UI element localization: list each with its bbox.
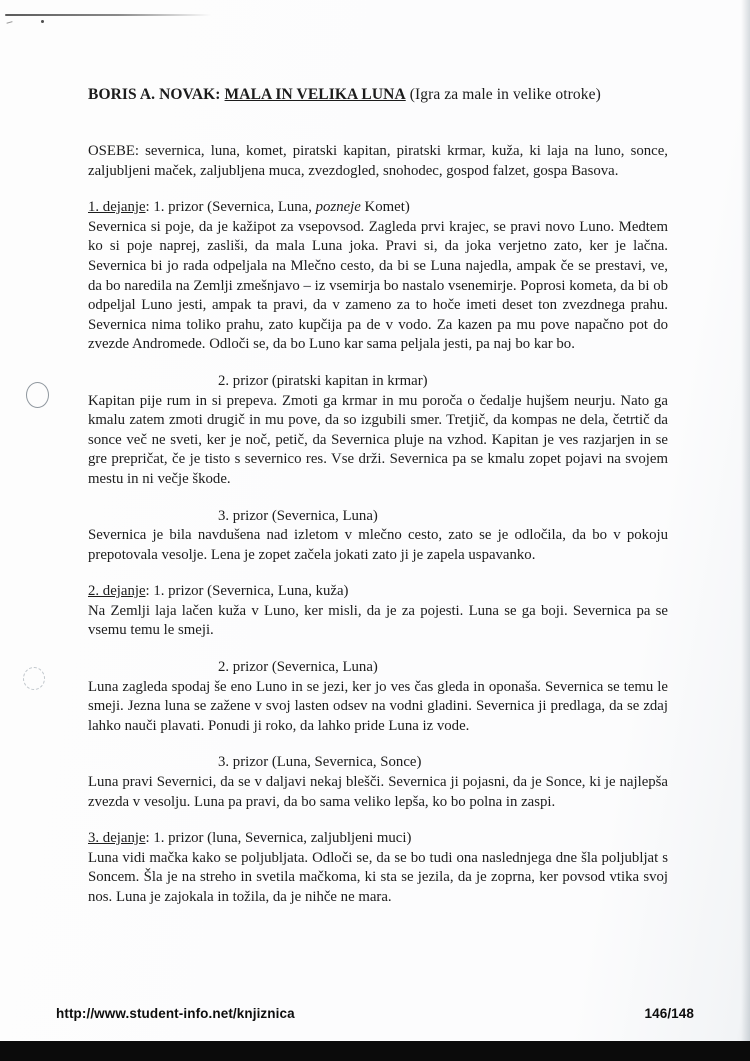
scene-heading xyxy=(88,372,668,392)
scene-heading xyxy=(88,753,668,773)
scene-heading-text: : 1. prizor (Severnica, Luna, kuža) xyxy=(145,583,349,600)
scan-top-line-artifact xyxy=(5,14,211,16)
page-title xyxy=(88,86,668,104)
footer-url: http://www.student-info.net/knjiznica xyxy=(56,1006,295,1021)
act-label: 1. dejanje xyxy=(88,199,146,216)
scene-heading-text: 2. prizor (Severnica, Luna) xyxy=(218,659,378,676)
scene-heading-tail: Komet) xyxy=(360,199,410,216)
script-section xyxy=(88,372,668,490)
scene-heading xyxy=(88,198,668,218)
script-section xyxy=(88,507,668,566)
act-label: 3. dejanje xyxy=(88,830,146,847)
document-content xyxy=(88,86,668,908)
scene-heading-text: : 1. prizor (luna, Severnica, zaljubljeni muci) xyxy=(145,830,412,847)
scene-heading-italic: pozneje xyxy=(315,199,361,216)
script-section xyxy=(88,198,668,355)
scene-summary: Luna vidi mačka kako se poljubljata. Odloči se, da se bo tudi ona naslednjega dne šla poljubljat s Soncem. Šla je na streho in svetila mačkoma, ki sta se jezila, da je zoprna, ker povsod vtika svoj nos. Luna je zajokala in tožila, da je nihče ne mara. xyxy=(88,849,668,905)
scene-heading xyxy=(88,658,668,678)
script-section xyxy=(88,582,668,641)
script-sections xyxy=(88,198,668,907)
scene-heading-text: 2. prizor (piratski kapitan in krmar) xyxy=(218,372,428,389)
page-edge-shading xyxy=(741,0,750,1061)
scene-summary: Luna zagleda spodaj še eno Luno in se jezi, ker jo ves čas gleda in oponaša. Severnica se temu le smeji. Jezna luna se zažene v svoj lasten odsev na vodni gladini. Severnica ji predlaga, da se zdaj lahko nauči plavati. Ponudi ji roko, da lahko pride Luna iz vode. xyxy=(88,678,668,734)
act-label: 2. dejanje xyxy=(88,583,146,600)
scene-heading-text: 3. prizor (Luna, Severnica, Sonce) xyxy=(218,754,422,771)
scene-summary: Luna pravi Severnici, da se v daljavi nekaj blešči. Severnica ji pojasni, da je Sonce, ki je najlepša zvezda v vesolju. Luna pa pravi, da bo sama veliko lepša, ko bo polna in zaspi. xyxy=(88,774,668,810)
cast-paragraph: OSEBE: severnica, luna, komet, piratski kapitan, piratski krmar, kuža, ki laja na luno, sonce, zaljubljeni maček, zaljubljena muca, zvezdogled, snohodec, gospod falzet, gospa Basova. xyxy=(88,143,668,179)
scan-squiggle-artifact xyxy=(5,17,12,23)
scene-heading-text: : 1. prizor (Severnica, Luna, xyxy=(145,199,316,216)
title-main: MALA IN VELIKA LUNA xyxy=(224,86,406,103)
scene-summary: Na Zemlji laja lačen kuža v Luno, ker misli, da je za pojesti. Luna se ga boji. Severnica pa se vsemu temu le smeji. xyxy=(88,602,668,639)
hole-punch-mark-bottom xyxy=(23,667,45,690)
scene-heading-text: 3. prizor (Severnica, Luna) xyxy=(218,507,378,524)
scene-summary: Kapitan pije rum in si prepeva. Zmoti ga krmar in mu poroča o čedalje hujšem neurju. Nato ga kmalu zatem zmoti drugič in mu pove, da so izgubili smer. Tretjič, da kompas ne dela, četrtič da sonce več ne sveti, ker je noč, petič, da Severnica pluje na vzhod. Kapitan je ves razjarjen in se gre prepričat, če je tisto s severnico res. Vse drži. Severnica pa se kmalu zopet pojavi na svojem mestu in ni večje škode. xyxy=(88,392,668,487)
scan-bottom-bar xyxy=(0,1041,750,1061)
scene-heading xyxy=(88,582,668,602)
script-section xyxy=(88,753,668,812)
scan-dot-artifact xyxy=(41,20,44,23)
scene-summary: Severnica si poje, da je kažipot za vsepovsod. Zagleda prvi krajec, se pravi novo Luno. Medtem ko si poje naprej, zasliši, da mala Luna joka. Pravi si, da joka verjetno zato, ker je lačna. Severnica bi jo rada odpeljala na Mlečno cesto, da bi se Luna najedla, ampak če se prestavi, ve, da bo naredila na Zemlji zmešnjavo – iz vsemirja bo nastalo vsenemirje. Poprosi kometa, da bi ob odpeljal Luno jesti, ampak ta pravi, da v zameno za to hoče imeti deset ton zvezdnega prahu. Severnica nima toliko prahu, zato kupčija pa de v vodo. Za kazen pa mu pove napačno pot do zvezde Andromede. Odloči se, da bo Luno kar sama peljala jesti, pa naj bo kar bo. xyxy=(88,218,668,353)
title-author: BORIS A. NOVAK: xyxy=(88,86,225,103)
footer xyxy=(56,1006,694,1021)
script-section xyxy=(88,658,668,736)
scene-heading xyxy=(88,507,668,527)
script-section xyxy=(88,829,668,907)
title-subtitle: (Igra za male in velike otroke) xyxy=(405,86,601,103)
footer-page-number: 146/148 xyxy=(644,1006,694,1021)
hole-punch-mark-top xyxy=(26,382,49,408)
scene-heading xyxy=(88,829,668,849)
scene-summary: Severnica je bila navdušena nad izletom v mlečno cesto, zato se je odločila, da bo v pokoju prepotovala vesolje. Lena je zopet začela jokati zato ji je zapela uspavanko. xyxy=(88,527,668,563)
